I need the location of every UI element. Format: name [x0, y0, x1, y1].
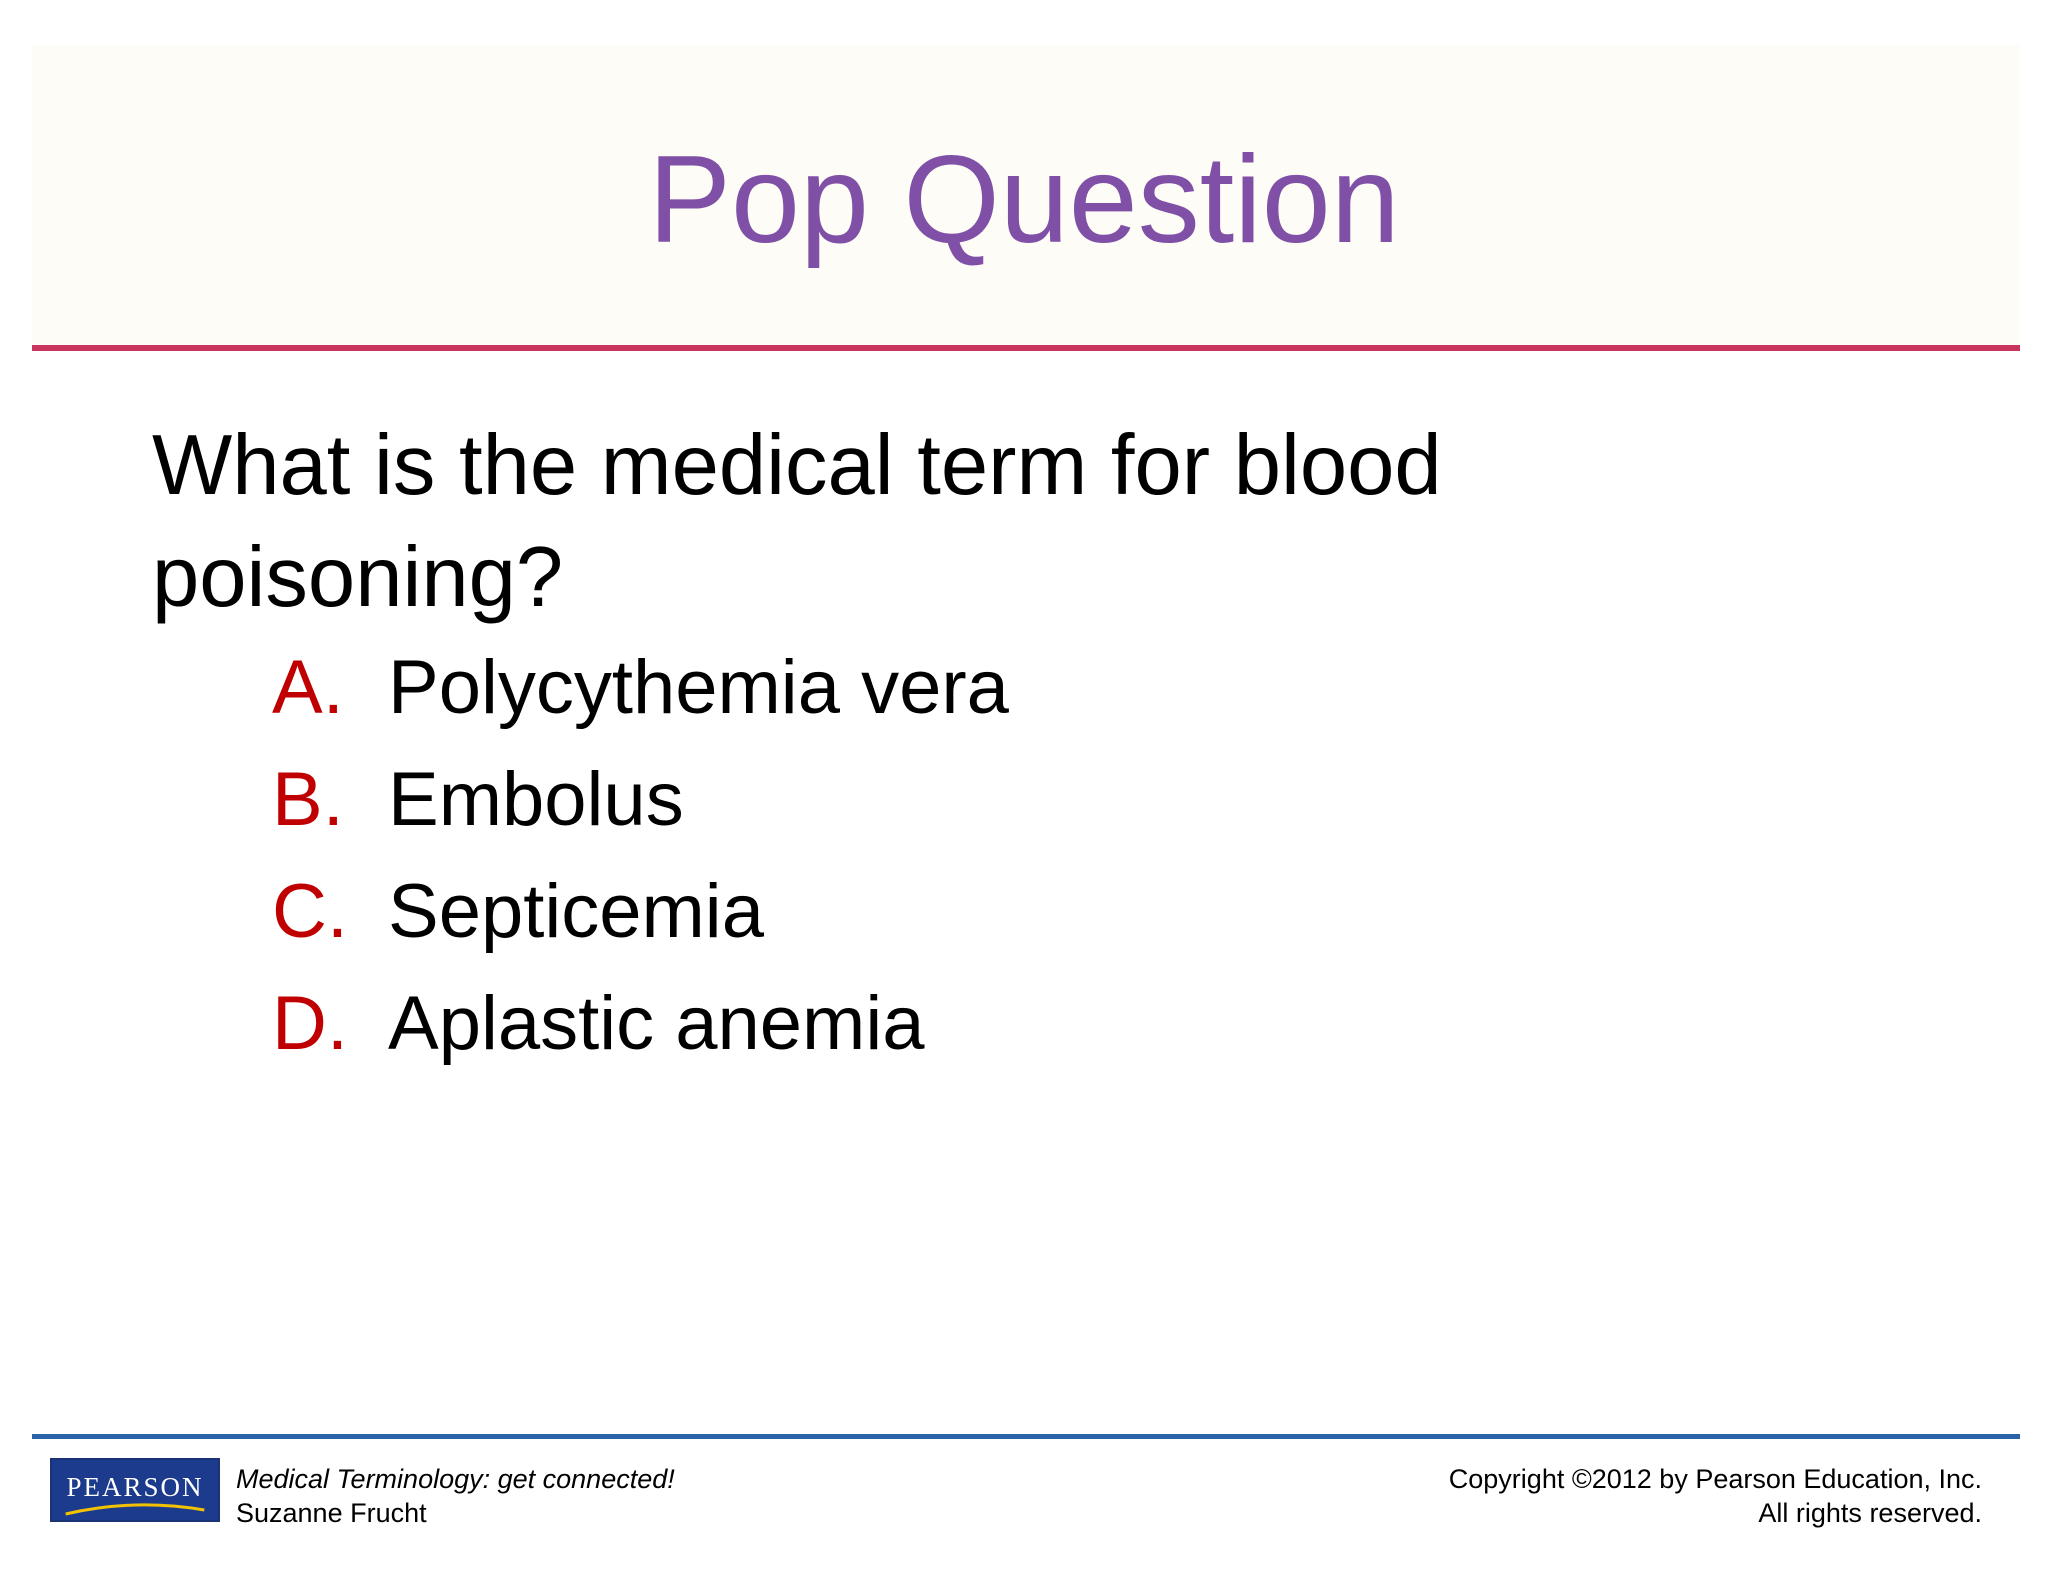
option-text: Embolus [388, 757, 684, 842]
option-letter: D. [272, 981, 348, 1066]
footer-book-info [236, 1462, 675, 1530]
question-text: What is the medical term for blood poisoning? [152, 418, 1442, 625]
footer-divider [32, 1434, 2020, 1439]
option-d[interactable] [272, 968, 1009, 1080]
option-b[interactable] [272, 744, 1009, 856]
footer-copyright [1449, 1462, 1982, 1530]
copyright-line: Copyright ©2012 by Pearson Education, Inc. [1448, 1464, 1982, 1494]
book-title: Medical Terminology: get connected! [236, 1464, 675, 1494]
option-letter: B. [272, 757, 344, 842]
option-letter: A. [272, 645, 344, 730]
logo-wordmark: PEARSON [66, 1472, 204, 1502]
rights-line: All rights reserved. [1758, 1498, 1982, 1528]
pearson-logo [50, 1458, 220, 1522]
slide-title: Pop Question [648, 131, 1400, 269]
option-a[interactable] [272, 632, 1009, 744]
option-text: Polycythemia vera [388, 645, 1009, 730]
logo-swoosh-icon [52, 1496, 218, 1520]
answer-options [272, 632, 1009, 1080]
author-name: Suzanne Frucht [236, 1498, 427, 1528]
title-divider [32, 345, 2020, 351]
option-letter: C. [272, 869, 348, 954]
option-c[interactable] [272, 856, 1009, 968]
option-text: Septicemia [388, 869, 764, 954]
option-text: Aplastic anemia [388, 981, 925, 1066]
